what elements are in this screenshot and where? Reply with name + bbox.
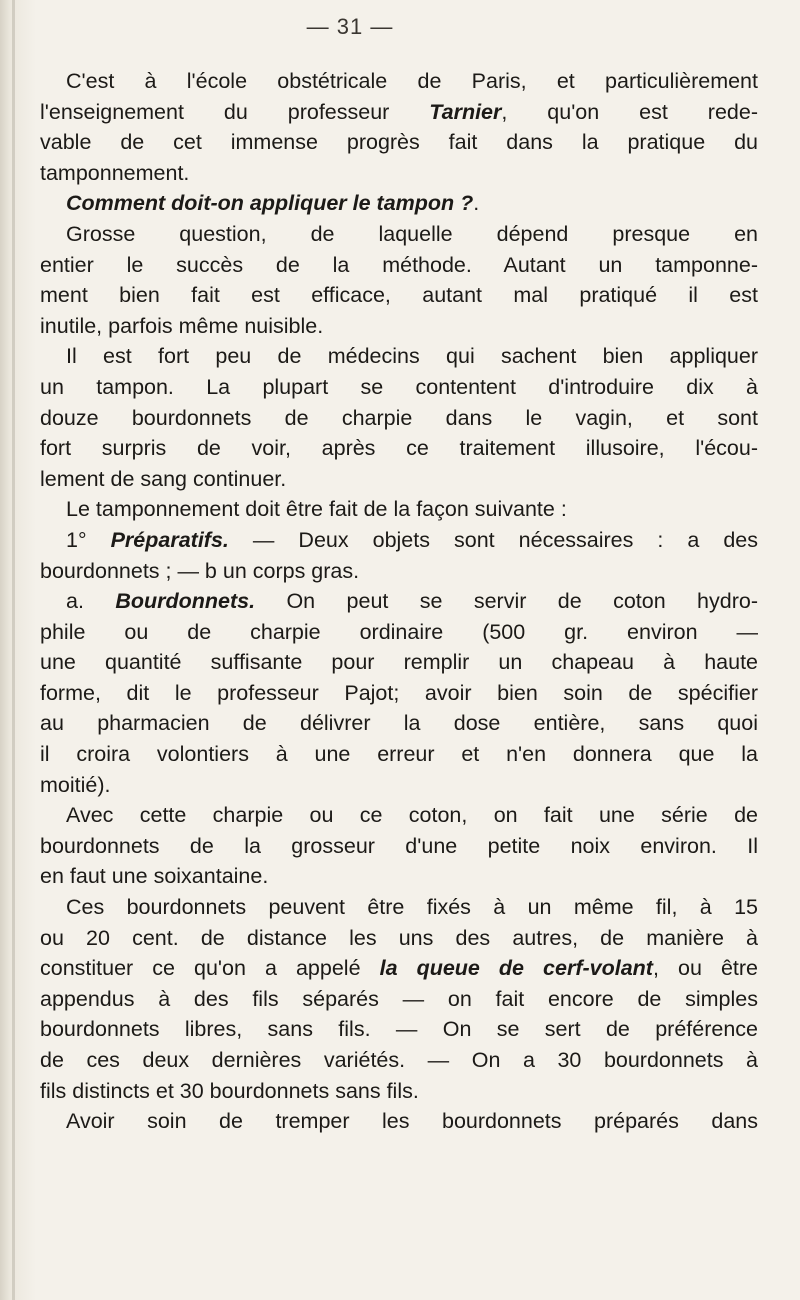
text-line xyxy=(40,127,758,158)
text-line xyxy=(40,341,758,372)
text-line xyxy=(40,556,758,587)
text-line xyxy=(40,770,758,801)
italic-heading: la queue de cerf-volant xyxy=(379,956,653,981)
line-text: phile ou de charpie ordinaire (500 gr. environ — xyxy=(40,619,758,644)
text-line xyxy=(40,678,758,709)
page-gutter-shadow xyxy=(0,0,36,1300)
text-line xyxy=(40,403,758,434)
text-line xyxy=(40,953,758,984)
text-line xyxy=(40,433,758,464)
line-text: moitié). xyxy=(40,772,111,797)
text-line xyxy=(40,372,758,403)
line-text: bourdonnets ; — b un corps gras. xyxy=(40,558,360,583)
line-text: ou 20 cent. de distance les uns des autres, de manière à xyxy=(40,925,758,950)
text-line xyxy=(40,1014,758,1045)
italic-heading: Bourdonnets. xyxy=(115,589,256,614)
text-line xyxy=(40,280,758,311)
line-text: fort surpris de voir, après ce traitement illusoire, l'écou- xyxy=(40,436,758,461)
text-line xyxy=(40,188,758,219)
line-text: ment bien fait est efficace, autant mal pratiqué il est xyxy=(40,283,758,308)
text-line xyxy=(40,800,758,831)
line-text: entier le succès de la méthode. Autant un tamponne- xyxy=(40,252,758,277)
line-text-after: — Deux objets sont nécessaires : a des xyxy=(228,527,758,552)
line-text: C'est à l'école obstétricale de Paris, et particulièrement xyxy=(66,69,758,93)
text-line xyxy=(40,525,758,556)
line-text: vable de cet immense progrès fait dans la pratique du xyxy=(40,130,758,155)
text-line xyxy=(40,1106,758,1137)
text-line xyxy=(40,708,758,739)
line-text: constituer ce qu'on a appelé xyxy=(40,956,380,981)
line-text: au pharmacien de délivrer la dose entière, sans quoi xyxy=(40,711,758,736)
text-line xyxy=(40,739,758,770)
line-text: lement de sang continuer. xyxy=(40,466,287,491)
italic-heading: Comment doit-on appliquer le tampon ? xyxy=(66,191,474,216)
text-line xyxy=(40,97,758,128)
text-line xyxy=(40,984,758,1015)
line-text: bourdonnets libres, sans fils. — On se sert de préférence xyxy=(40,1017,758,1042)
text-line xyxy=(40,311,758,342)
line-text: un tampon. La plupart se contentent d'introduire dix à xyxy=(40,374,758,399)
line-text: inutile, parfois même nuisible. xyxy=(40,313,324,338)
line-text: bourdonnets de la grosseur d'une petite noix environ. Il xyxy=(40,833,758,858)
line-text: Avoir soin de tremper les bourdonnets préparés dans xyxy=(66,1109,758,1134)
line-text-after: , qu'on est rede- xyxy=(501,99,758,124)
text-line xyxy=(40,892,758,923)
text-line xyxy=(40,464,758,495)
italic-heading: Tarnier xyxy=(429,99,502,124)
line-text: en faut une soixantaine. xyxy=(40,864,269,889)
line-text-after: . xyxy=(473,191,480,216)
line-text: de ces deux dernières variétés. — On a 30 bourdonnets à xyxy=(40,1048,758,1072)
page-number: — 31 — xyxy=(306,14,394,39)
binding-edge xyxy=(12,0,15,1300)
line-text: fils distincts et 30 bourdonnets sans fils. xyxy=(40,1078,419,1103)
line-text-after: , ou être xyxy=(652,956,758,981)
line-text: Il est fort peu de médecins qui sachent bien appliquer xyxy=(66,344,758,369)
line-text: 1° xyxy=(66,527,111,552)
text-line xyxy=(40,250,758,281)
text-line xyxy=(40,219,758,250)
page-body xyxy=(40,66,758,1137)
line-text: Ces bourdonnets peuvent être fixés à un même fil, à 15 xyxy=(66,895,758,920)
text-line xyxy=(40,923,758,954)
line-text: tamponnement. xyxy=(40,160,190,185)
text-line xyxy=(40,617,758,648)
line-text: appendus à des fils séparés — on fait encore de simples xyxy=(40,986,758,1011)
line-text: Le tamponnement doit être fait de la façon suivante : xyxy=(66,497,567,522)
text-line xyxy=(40,158,758,189)
line-text: Avec cette charpie ou ce coton, on fait une série de xyxy=(66,803,758,828)
text-line xyxy=(40,831,758,862)
text-line xyxy=(40,647,758,678)
line-text: une quantité suffisante pour remplir un chapeau à haute xyxy=(40,650,758,675)
text-line xyxy=(40,861,758,892)
italic-heading: Préparatifs. xyxy=(110,527,229,552)
line-text: Grosse question, de laquelle dépend presque en xyxy=(66,221,758,246)
text-line xyxy=(40,586,758,617)
line-text: douze bourdonnets de charpie dans le vagin, et sont xyxy=(40,405,758,430)
line-text: a. xyxy=(66,589,116,614)
line-text: il croira volontiers à une erreur et n'en donnera que la xyxy=(40,742,758,767)
text-line xyxy=(40,66,758,97)
line-text: l'enseignement du professeur xyxy=(40,99,430,124)
line-text: forme, dit le professeur Pajot; avoir bien soin de spécifier xyxy=(40,680,758,705)
line-text-after: On peut se servir de coton hydro- xyxy=(255,589,758,614)
text-line xyxy=(40,494,758,525)
text-line xyxy=(40,1045,758,1076)
text-line xyxy=(40,1076,758,1107)
